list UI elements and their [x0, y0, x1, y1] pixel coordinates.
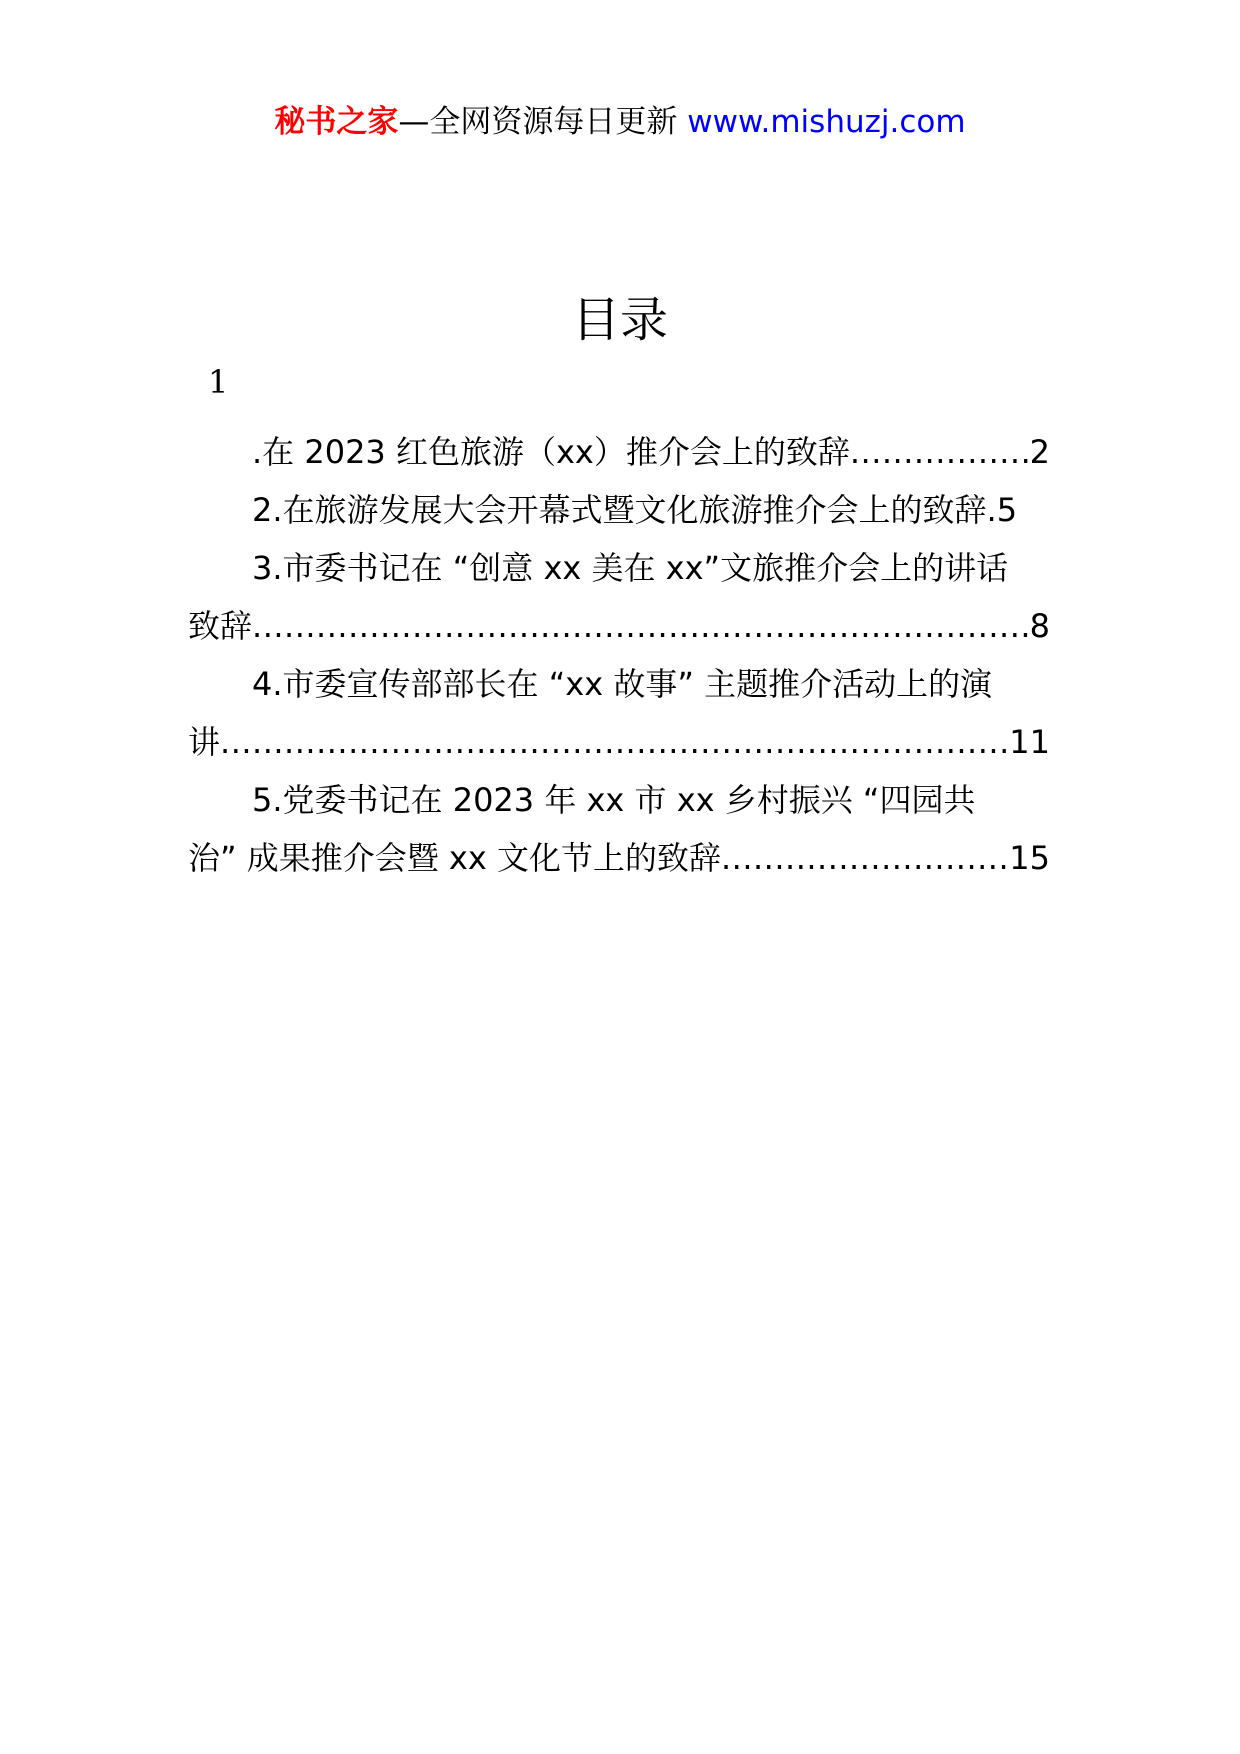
- toc-leader-dots: [721, 826, 1009, 890]
- toc-entry-title: .在 2023 红色旅游（xx）推介会上的致辞: [252, 433, 850, 471]
- toc-page-number: .5: [986, 491, 1018, 529]
- brand-name: 秘书之家: [274, 104, 399, 140]
- toc-entry-4-continued[interactable]: [188, 710, 1050, 774]
- toc-entry-3-continued[interactable]: [188, 594, 1050, 658]
- toc-entry-2[interactable]: [188, 478, 1050, 542]
- toc-entry-title-continued: 讲: [188, 723, 221, 761]
- toc-page-number: 15: [1009, 839, 1050, 877]
- toc-entry-title: 5.党委书记在 2023 年 xx 市 xx 乡村振兴 “四园共: [252, 781, 976, 819]
- toc-leader-dots: [850, 420, 1030, 484]
- toc-page-number: 2: [1029, 433, 1050, 471]
- toc-entry-title: 2.在旅游发展大会开幕式暨文化旅游推介会上的致辞: [252, 491, 987, 529]
- toc-page-number: 11: [1009, 723, 1050, 761]
- toc-page-number: 8: [1029, 607, 1050, 645]
- toc-entry-1[interactable]: [188, 420, 1050, 484]
- toc-entry-title: 4.市委宣传部部长在 “xx 故事” 主题推介活动上的演: [252, 665, 993, 703]
- page-title: 目录: [571, 292, 668, 348]
- toc-entry-title-continued: 治” 成果推介会暨 xx 文化节上的致辞: [188, 839, 721, 877]
- toc-entry-5[interactable]: [188, 768, 1050, 832]
- toc-entry-4[interactable]: [188, 652, 1050, 716]
- stray-number: 1: [208, 363, 229, 401]
- toc-leader-dots: [220, 710, 1009, 774]
- toc-entry-title-continued: 致辞: [188, 607, 253, 645]
- site-header: [0, 100, 1240, 144]
- toc-entry-5-continued[interactable]: [188, 826, 1050, 890]
- toc-entry-title: 3.市委书记在 “创意 xx 美在 xx”文旅推介会上的讲话: [252, 549, 1009, 587]
- site-url-link[interactable]: www.mishuzj.com: [687, 104, 966, 140]
- toc-leader-dots: [252, 594, 1030, 658]
- toc-entry-3[interactable]: [188, 536, 1050, 600]
- header-tagline: —全网资源每日更新: [398, 104, 688, 140]
